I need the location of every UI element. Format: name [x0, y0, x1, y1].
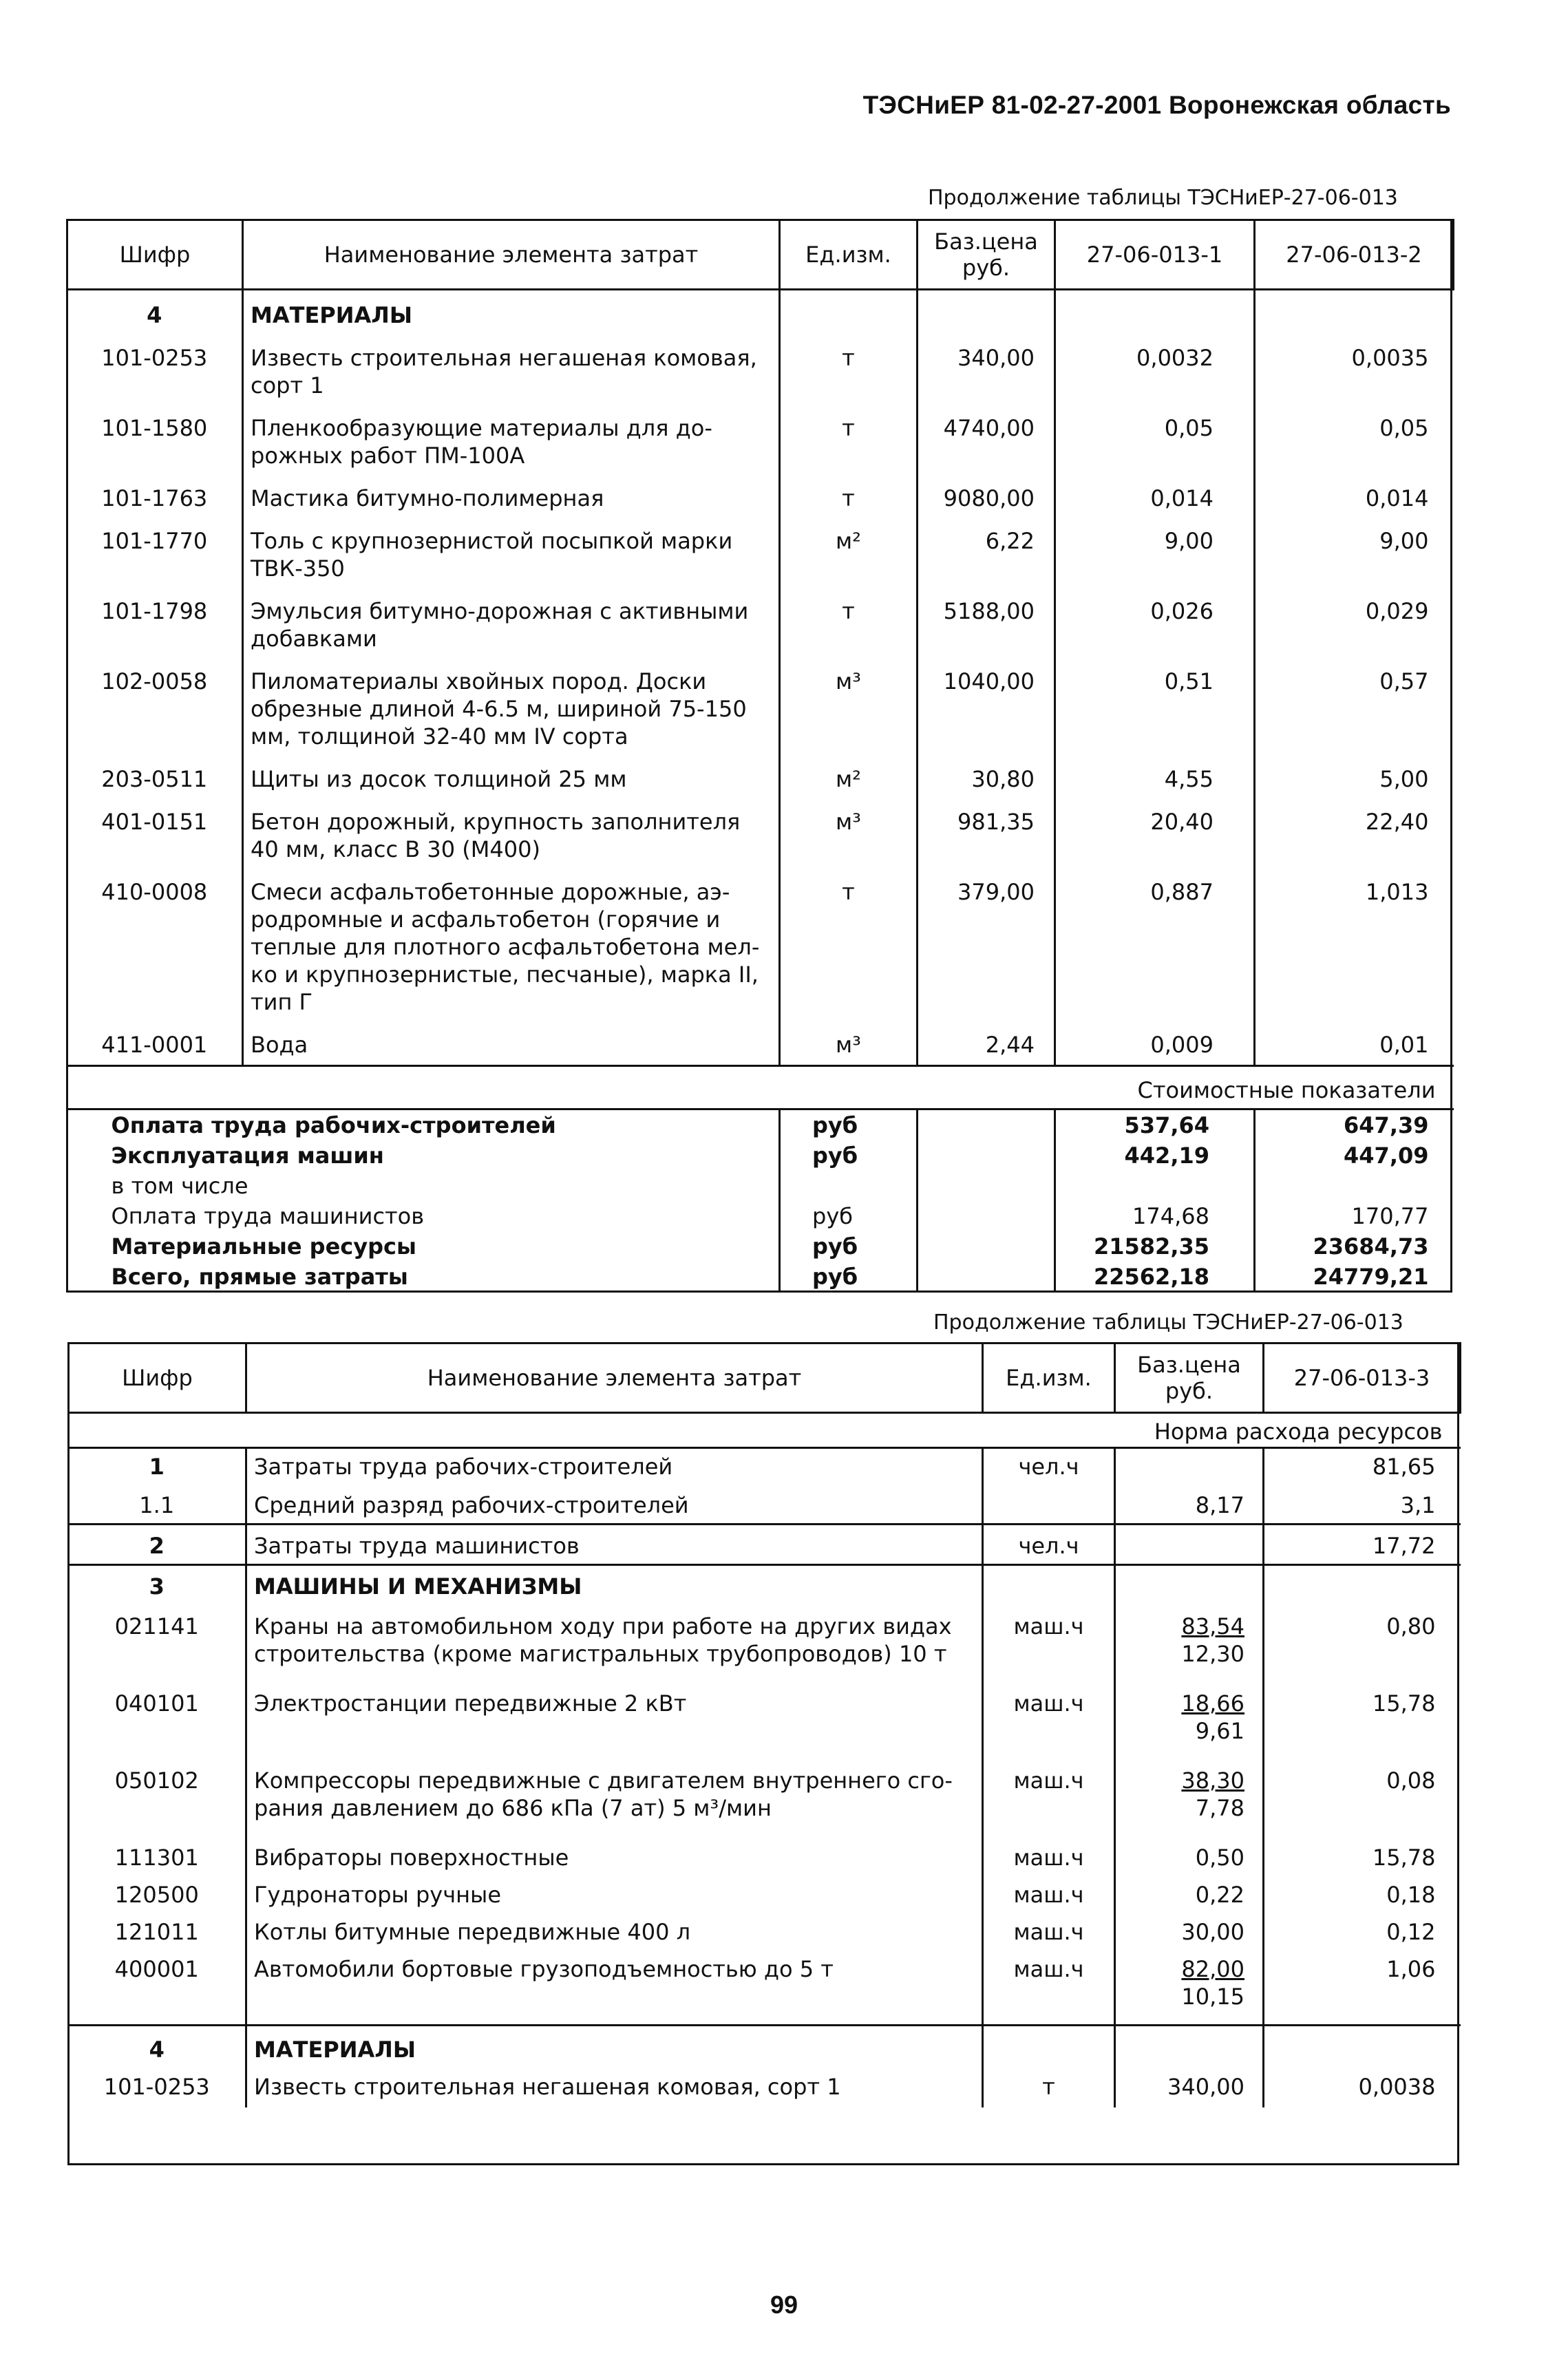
summary-row: [67, 1171, 1454, 1201]
machine-code: 120500: [114, 1882, 199, 1908]
material-price: 1040,00: [918, 657, 1055, 754]
material-name: Вода: [243, 1020, 780, 1065]
summary-price-cell: [918, 1262, 1055, 1292]
row-price: [1115, 1448, 1264, 1485]
machine-row: [69, 1759, 1461, 1836]
document-header: ТЭСНиЕР 81-02-27-2001 Воронежская область: [862, 91, 1451, 119]
row-code: 1: [69, 1448, 246, 1485]
material-name: Смеси асфальтобетонные дорожные, аэродромные и асфальтобетон (горячие и теплые для плотного асфальтобетона мелко и крупнозернистые, песчаные), марка II, тип Г: [243, 867, 780, 1020]
summary-name: Эксплуатация машин: [111, 1142, 384, 1169]
table-row: [67, 797, 1454, 867]
material-unit: м³: [780, 797, 918, 867]
material-unit: т: [780, 867, 918, 1020]
material-name: Пиломатериалы хвойных пород. Доски обрезные длиной 4-6.5 м, шириной 75-150 мм, толщиной 32-40 мм IV сорта: [243, 657, 780, 754]
machine-row: [69, 1681, 1461, 1759]
summary-value-1: 21582,35: [1055, 1231, 1255, 1262]
machine-row: [69, 1873, 1461, 1910]
material-code: 401-0151: [101, 809, 208, 835]
col2-price-header: Баз.цена руб.: [1115, 1343, 1264, 1413]
material-name: Толь с крупнозернистой посыпкой марки ТВК-350: [243, 516, 780, 586]
row-code: 1.1: [139, 1492, 175, 1518]
summary-unit: руб: [780, 1201, 918, 1231]
material-code: 101-1763: [101, 485, 208, 511]
cost-header: Стоимостные показатели: [67, 1065, 1454, 1109]
material-norm-2: 0,05: [1255, 403, 1454, 474]
material-norm-1: 0,05: [1055, 403, 1255, 474]
row-code: 4: [69, 2026, 246, 2068]
section-title: МАТЕРИАЛЫ: [243, 290, 780, 334]
material-code: 101-1798: [101, 598, 208, 624]
machinist-wage: 12,30: [1181, 1641, 1244, 1667]
summary-value-1: 22562,18: [1055, 1262, 1255, 1292]
material-norm-1: 0,887: [1055, 867, 1255, 1020]
machine-code: 121011: [114, 1919, 199, 1945]
machine-unit: маш.ч: [983, 1836, 1115, 1873]
summary-value-1: 174,68: [1055, 1201, 1255, 1231]
machine-row: [69, 1947, 1461, 2026]
summary-value-2: 447,09: [1255, 1140, 1454, 1171]
machine-name: Краны на автомобильном ходу при работе на других видах строительства (кроме магистральных трубопроводов) 10 т: [246, 1604, 983, 1681]
row-code: 3: [69, 1565, 246, 1605]
summary-value-1: [1055, 1171, 1255, 1201]
material-norm-1: 0,014: [1055, 474, 1255, 516]
summary-price-cell: [918, 1109, 1055, 1140]
material-unit: м³: [780, 1020, 918, 1065]
row-norm: 0,0038: [1264, 2068, 1461, 2107]
material-unit: м³: [780, 657, 918, 754]
machine-code: 021141: [114, 1613, 199, 1639]
machine-norm: 1,06: [1264, 1947, 1461, 2026]
machine-row: [69, 1910, 1461, 1947]
row-norm: [1264, 2026, 1461, 2068]
col-code-header: Шифр: [67, 220, 243, 290]
material-norm-1: 20,40: [1055, 797, 1255, 867]
table-row: [67, 474, 1454, 516]
table-row: [67, 1020, 1454, 1065]
material-price: 2,44: [918, 1020, 1055, 1065]
summary-row: [67, 1231, 1454, 1262]
table1-header-row: [67, 220, 1454, 290]
col2-name-header: Наименование элемента затрат: [246, 1343, 983, 1413]
table1: [66, 219, 1454, 1292]
row-name: МАШИНЫ И МЕХАНИЗМЫ: [246, 1565, 983, 1605]
machine-code: 040101: [114, 1690, 199, 1717]
machinist-wage: 10,15: [1181, 1984, 1244, 2010]
material-price: 340,00: [918, 333, 1055, 403]
material-name: Мастика битумно-полимерная: [243, 474, 780, 516]
table-row: [67, 586, 1454, 657]
table1-caption: Продолжение таблицы ТЭСНиЕР-27-06-013: [928, 186, 1398, 210]
machine-code: 111301: [114, 1845, 199, 1871]
table-row: [67, 754, 1454, 797]
machine-norm: 15,78: [1264, 1681, 1461, 1759]
summary-row: [67, 1262, 1454, 1292]
table2-caption: Продолжение таблицы ТЭСНиЕР-27-06-013: [933, 1310, 1403, 1335]
summary-name: в том числе: [111, 1172, 248, 1199]
machine-unit: маш.ч: [983, 1873, 1115, 1910]
summary-value-1: 537,64: [1055, 1109, 1255, 1140]
section-row: [67, 290, 1454, 334]
material-norm-2: 5,00: [1255, 754, 1454, 797]
col-val1-header: 27-06-013-1: [1055, 220, 1255, 290]
col2-code-header: Шифр: [69, 1343, 246, 1413]
row-unit: чел.ч: [983, 1448, 1115, 1485]
material-name: Эмульсия битумно-дорожная с активными добавками: [243, 586, 780, 657]
material-unit: т: [780, 586, 918, 657]
material-norm-1: 0,026: [1055, 586, 1255, 657]
summary-unit: руб: [780, 1140, 918, 1171]
labor-row: [69, 1448, 1461, 1485]
summary-row: [67, 1109, 1454, 1140]
summary-unit: руб: [780, 1231, 918, 1262]
row-norm: 3,1: [1264, 1485, 1461, 1525]
machine-unit: маш.ч: [983, 1681, 1115, 1759]
machine-price-cell: [1115, 1836, 1264, 1873]
material-name: Бетон дорожный, крупность заполнителя 40 мм, класс В 30 (М400): [243, 797, 780, 867]
section-code: 4: [147, 302, 162, 328]
machine-norm: 15,78: [1264, 1836, 1461, 1873]
material-row: [69, 2068, 1461, 2107]
material-code: 101-0253: [101, 345, 208, 371]
row-unit: [983, 1485, 1115, 1525]
table-row: [67, 516, 1454, 586]
row-norm: 81,65: [1264, 1448, 1461, 1485]
row-code: 101-0253: [103, 2074, 210, 2100]
machine-norm: 0,08: [1264, 1759, 1461, 1836]
labor-row: [69, 1485, 1461, 1525]
machine-price-cell: [1115, 1910, 1264, 1947]
machine-unit: маш.ч: [983, 1604, 1115, 1681]
machine-name: Гудронаторы ручные: [246, 1873, 983, 1910]
row-price: [1115, 1565, 1264, 1605]
machine-name: Электростанции передвижные 2 кВт: [246, 1681, 983, 1759]
material-code: 411-0001: [101, 1032, 208, 1058]
machine-price-cell: [1115, 1947, 1264, 2026]
cost-header-row: [67, 1065, 1454, 1109]
material-norm-1: 0,0032: [1055, 333, 1255, 403]
row-norm: 17,72: [1264, 1525, 1461, 1565]
machine-price: 83,54: [1181, 1613, 1244, 1639]
material-name: Известь строительная негашеная комовая, сорт 1: [243, 333, 780, 403]
machine-unit: маш.ч: [983, 1910, 1115, 1947]
row-unit: чел.ч: [983, 1525, 1115, 1565]
material-code: 203-0511: [101, 766, 208, 792]
summary-name: Материальные ресурсы: [111, 1233, 416, 1260]
machine-price-cell: [1115, 1681, 1264, 1759]
material-unit: м²: [780, 516, 918, 586]
row-unit: т: [983, 2068, 1115, 2107]
machine-name: Компрессоры передвижные с двигателем внутреннего сгорания давлением до 686 кПа (7 ат) 5 м³/мин: [246, 1759, 983, 1836]
material-unit: т: [780, 333, 918, 403]
material-unit: м²: [780, 754, 918, 797]
row-unit: [983, 2026, 1115, 2068]
material-price: 30,80: [918, 754, 1055, 797]
row-name: Затраты труда рабочих-строителей: [246, 1448, 983, 1485]
summary-row: [67, 1140, 1454, 1171]
machinist-wage: 7,78: [1195, 1795, 1244, 1821]
table-row: [67, 867, 1454, 1020]
machine-price: 30,00: [1181, 1919, 1244, 1945]
summary-name: Оплата труда рабочих-строителей: [67, 1109, 780, 1140]
row-norm: [1264, 1565, 1461, 1605]
material-unit: т: [780, 474, 918, 516]
material-price: 6,22: [918, 516, 1055, 586]
row-code: 2: [69, 1525, 246, 1565]
summary-value-1: 442,19: [1055, 1140, 1255, 1171]
material-price: 9080,00: [918, 474, 1055, 516]
machine-norm: 0,80: [1264, 1604, 1461, 1681]
material-unit: т: [780, 403, 918, 474]
summary-value-2: 170,77: [1255, 1201, 1454, 1231]
material-norm-2: 0,57: [1255, 657, 1454, 754]
summary-name: Оплата труда машинистов: [111, 1202, 425, 1229]
material-norm-2: 0,014: [1255, 474, 1454, 516]
material-price: 379,00: [918, 867, 1055, 1020]
material-norm-2: 9,00: [1255, 516, 1454, 586]
machine-price: 0,22: [1195, 1882, 1244, 1908]
summary-name: Всего, прямые затраты: [111, 1263, 408, 1290]
row-price: 8,17: [1115, 1485, 1264, 1525]
machines-section-row: [69, 1565, 1461, 1605]
machine-code: 050102: [114, 1767, 199, 1794]
material-norm-2: 0,01: [1255, 1020, 1454, 1065]
material-name: Пленкообразующие материалы для дорожных работ ПМ-100А: [243, 403, 780, 474]
table1-frame: [66, 219, 1452, 1293]
material-code: 410-0008: [101, 879, 208, 905]
material-code: 102-0058: [101, 668, 208, 694]
summary-price-cell: [918, 1171, 1055, 1201]
machine-price: 0,50: [1195, 1845, 1244, 1871]
table2-frame: [67, 1342, 1459, 2165]
material-price: 4740,00: [918, 403, 1055, 474]
summary-price-cell: [918, 1231, 1055, 1262]
table-row: [67, 657, 1454, 754]
machine-norm: 0,12: [1264, 1910, 1461, 1947]
material-norm-2: 0,0035: [1255, 333, 1454, 403]
material-norm-2: 0,029: [1255, 586, 1454, 657]
summary-value-2: 23684,73: [1255, 1231, 1454, 1262]
machinist-wage: 9,61: [1195, 1718, 1244, 1744]
row-name: Затраты труда машинистов: [246, 1525, 983, 1565]
row-price: 340,00: [1115, 2068, 1264, 2107]
material-code: 101-1580: [101, 415, 208, 441]
summary-unit: [780, 1171, 918, 1201]
summary-value-2: 647,39: [1255, 1109, 1454, 1140]
summary-value-2: 24779,21: [1255, 1262, 1454, 1292]
machine-row: [69, 1836, 1461, 1873]
row-name: МАТЕРИАЛЫ: [246, 2026, 983, 2068]
machine-price: 38,30: [1181, 1767, 1244, 1794]
col2-val-header: 27-06-013-3: [1264, 1343, 1461, 1413]
col-val2-header: 27-06-013-2: [1255, 220, 1454, 290]
row-name: Средний разряд рабочих-строителей: [246, 1485, 983, 1525]
col2-unit-header: Ед.изм.: [983, 1343, 1115, 1413]
summary-unit: руб: [780, 1262, 918, 1292]
machine-price: 82,00: [1181, 1956, 1244, 1982]
row-name: Известь строительная негашеная комовая, сорт 1: [246, 2068, 983, 2107]
summary-value-2: [1255, 1171, 1454, 1201]
row-price: [1115, 1525, 1264, 1565]
machine-name: Котлы битумные передвижные 400 л: [246, 1910, 983, 1947]
table1-body: [67, 290, 1454, 1292]
summary-unit: руб: [780, 1109, 918, 1140]
norm-header: Норма расхода ресурсов: [1154, 1419, 1443, 1445]
material-norm-1: 9,00: [1055, 516, 1255, 586]
machine-code: 400001: [114, 1956, 199, 1982]
machine-price-cell: [1115, 1873, 1264, 1910]
material-norm-1: 0,51: [1055, 657, 1255, 754]
material-norm-2: 22,40: [1255, 797, 1454, 867]
machine-name: Автомобили бортовые грузоподъемностью до 5 т: [246, 1947, 983, 2026]
machine-unit: маш.ч: [983, 1759, 1115, 1836]
table-row: [67, 333, 1454, 403]
norm-header-row: [69, 1413, 1461, 1448]
machine-unit: маш.ч: [983, 1947, 1115, 2026]
page-number: 99: [770, 2291, 798, 2319]
machinists-row: [69, 1525, 1461, 1565]
machine-name: Вибраторы поверхностные: [246, 1836, 983, 1873]
col-unit-header: Ед.изм.: [780, 220, 918, 290]
material-price: 981,35: [918, 797, 1055, 867]
machine-price-cell: [1115, 1604, 1264, 1681]
machine-row: [69, 1604, 1461, 1681]
row-price: [1115, 2026, 1264, 2068]
col-price-header: Баз.цена руб.: [918, 220, 1055, 290]
row-unit: [983, 1565, 1115, 1605]
summary-price-cell: [918, 1140, 1055, 1171]
material-norm-1: 4,55: [1055, 754, 1255, 797]
machine-price: 18,66: [1181, 1690, 1244, 1717]
materials-section-row: [69, 2026, 1461, 2068]
machine-price-cell: [1115, 1759, 1264, 1836]
table2-header-row: [69, 1343, 1461, 1413]
table2: [67, 1342, 1461, 2107]
material-norm-1: 0,009: [1055, 1020, 1255, 1065]
material-code: 101-1770: [101, 528, 208, 554]
summary-row: [67, 1201, 1454, 1231]
col-name-header: Наименование элемента затрат: [243, 220, 780, 290]
table-row: [67, 403, 1454, 474]
machine-norm: 0,18: [1264, 1873, 1461, 1910]
table2-body: [69, 1413, 1461, 2108]
material-name: Щиты из досок толщиной 25 мм: [243, 754, 780, 797]
material-norm-2: 1,013: [1255, 867, 1454, 1020]
summary-price-cell: [918, 1201, 1055, 1231]
material-price: 5188,00: [918, 586, 1055, 657]
